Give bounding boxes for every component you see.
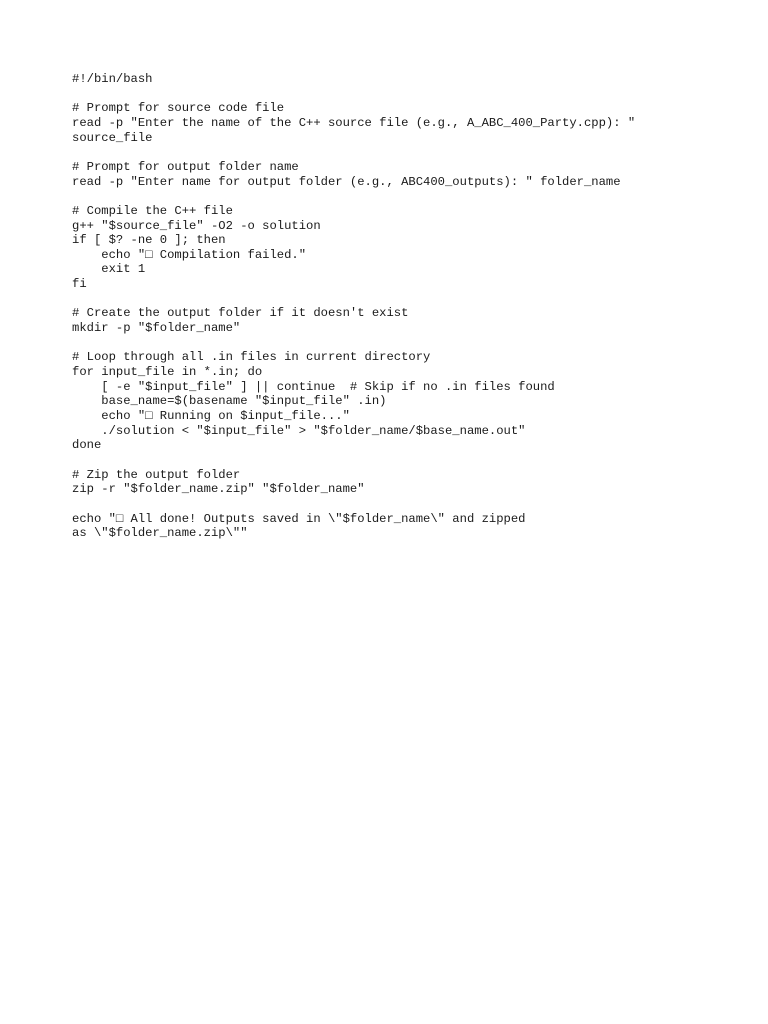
code-line: zip -r "$folder_name.zip" "$folder_name"	[72, 482, 365, 497]
code-line: fi	[72, 277, 87, 292]
blank-line	[72, 292, 712, 307]
code-line: read -p "Enter the name of the C++ source file (e.g., A_ABC_400_Party.cpp): "	[72, 115, 636, 130]
code-line: exit 1	[72, 262, 146, 277]
code-line: done	[72, 438, 102, 453]
blank-line	[72, 189, 712, 204]
code-line: read -p "Enter name for output folder (e.g., ABC400_outputs): " folder_name	[72, 174, 621, 189]
code-line: source_file	[72, 130, 153, 145]
code-line: echo "□ All done! Outputs saved in \"$folder_name\" and zipped	[72, 511, 526, 526]
blank-line	[72, 336, 712, 351]
blank-line	[72, 87, 712, 102]
code-line: echo "□ Running on $input_file..."	[72, 409, 350, 424]
code-line: as \"$folder_name.zip\""	[72, 526, 248, 541]
script-listing	[72, 72, 712, 541]
code-line: # Compile the C++ file	[72, 203, 233, 218]
code-line: g++ "$source_file" -O2 -o solution	[72, 218, 321, 233]
code-line: # Prompt for source code file	[72, 101, 285, 116]
code-line: base_name=$(basename "$input_file" .in)	[72, 394, 387, 409]
code-line: #!/bin/bash	[72, 72, 153, 86]
code-line: ./solution < "$input_file" > "$folder_name/$base_name.out"	[72, 423, 526, 438]
code-line: echo "□ Compilation failed."	[72, 247, 307, 262]
code-line: # Zip the output folder	[72, 467, 241, 482]
blank-line	[72, 497, 712, 512]
code-line: mkdir -p "$folder_name"	[72, 321, 241, 336]
code-line: # Create the output folder if it doesn't exist	[72, 306, 409, 321]
code-line: for input_file in *.in; do	[72, 365, 263, 380]
code-line: # Loop through all .in files in current directory	[72, 350, 431, 365]
blank-line	[72, 453, 712, 468]
code-line: # Prompt for output folder name	[72, 159, 299, 174]
code-line: if [ $? -ne 0 ]; then	[72, 233, 226, 248]
code-line: [ -e "$input_file" ] || continue # Skip if no .in files found	[72, 379, 555, 394]
blank-line	[72, 145, 712, 160]
